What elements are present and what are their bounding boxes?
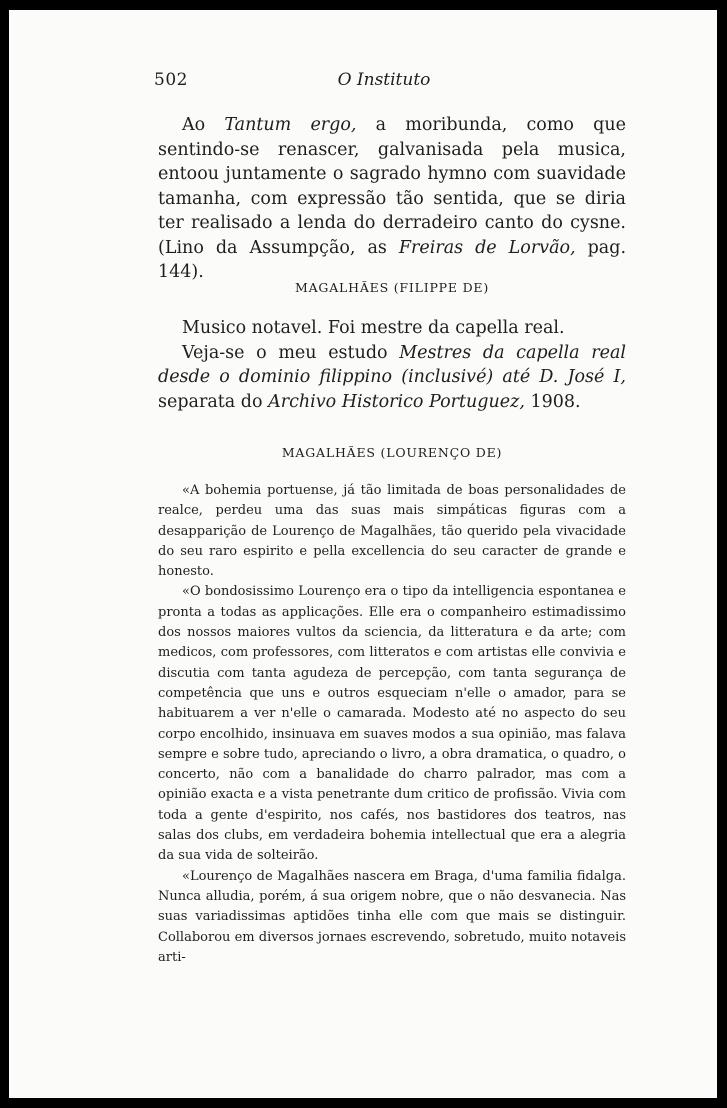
- filippe-p2-run-2: Mestres da capella real desde o dominio filippino (inclusivé) até D. José I,: [158, 342, 626, 387]
- heading-magalhaes-filippe: MAGALHÃES (FILIPPE DE): [295, 280, 489, 295]
- heading-magalhaes-lourenco: MAGALHÃES (LOURENÇO DE): [281, 445, 503, 460]
- filippe-p2-run-1: Veja-se o meu estudo: [182, 342, 400, 363]
- page-header: [154, 70, 614, 94]
- filippe-p1-run-1: Musico notavel. Foi mestre da capella real.: [182, 318, 565, 338]
- entry-lourenco-body: [158, 481, 626, 968]
- prior-entry-paragraph: [158, 113, 626, 285]
- entry-filippe-paragraph-2: [158, 341, 626, 415]
- page-number: 502: [154, 70, 188, 90]
- quote-paragraph-2: «O bondosissimo Lourenço era o tipo da intelligencia espontanea e pronta a todas as applicações. Elle era o companheiro estimadissimo dos nossos maiores vultos da sciencia, da litteratura e da arte; com medicos, com professores, com litteratos e com artistas elle convivia e discutia com tanta agudeza de percepção, com tanta segurança de competência que uns e outros esqueciam n'elle o amador, para se habituarem a ver n'elle o camarada. Modesto até no aspecto do seu corpo encolhido, insinuava em suaves modos a sua opinião, mas falava sempre e sobre tudo, apreciando o livro, a obra dramatica, o quadro, o concerto, não com a banalidade do charro palrador, mas com a opinião exacta e a vista penetrante dum critico de profissão. Vivia com toda a gente d'espirito, nos cafés, nos bastidores dos teatros, nas salas dos clubs, em verdadeira bohemia intellectual que era a alegria da sua vida de solteirão.: [158, 584, 626, 864]
- prior-entry-run-4: Freiras de Lorvão,: [398, 237, 576, 258]
- prior-entry-run-2: Tantum ergo,: [224, 115, 357, 135]
- running-title: O Instituto: [337, 70, 431, 90]
- entry-filippe-paragraph-1: [158, 316, 626, 341]
- prior-entry-run-5: pag. 144).: [158, 237, 627, 282]
- filippe-p2-run-3: separata do: [158, 391, 269, 412]
- prior-entry-run-1: Ao: [182, 115, 225, 135]
- quote-paragraph-1: «A bohemia portuense, já tão limitada de boas personalidades de realce, perdeu uma das suas mais simpáticas figuras com a desapparição de Lourenço de Magalhães, tão querido pela vivacidade do seu raro espirito e pella excellencia do seu caracter de grande e honesto.: [158, 483, 626, 580]
- filippe-p2-run-5: 1908.: [524, 391, 581, 412]
- entry-filippe-body: [158, 316, 626, 414]
- prior-entry-run-3: a moribunda, como que sentindo-se renascer, galvanisada pela musica, entoou juntamente o sagrado hymno com suavidade tamanha, com expressão tão sentida, que se diria ter realisado a lenda do derradeiro canto do cysne. (Lino da Assumpção, as: [158, 115, 626, 258]
- filippe-p2-run-4: Archivo Historico Portuguez,: [268, 391, 525, 412]
- prior-entry-text: [158, 113, 626, 285]
- quote-paragraph-3: «Lourenço de Magalhães nascera em Braga, d'uma familia fidalga. Nunca alludia, porém, á sua origem nobre, que o não desvanecia. Nas suas variadissimas aptidões tinha elle com que mais se distinguir. Collaborou em diversos jornaes escrevendo, sobretudo, muito notaveis arti-: [158, 868, 626, 965]
